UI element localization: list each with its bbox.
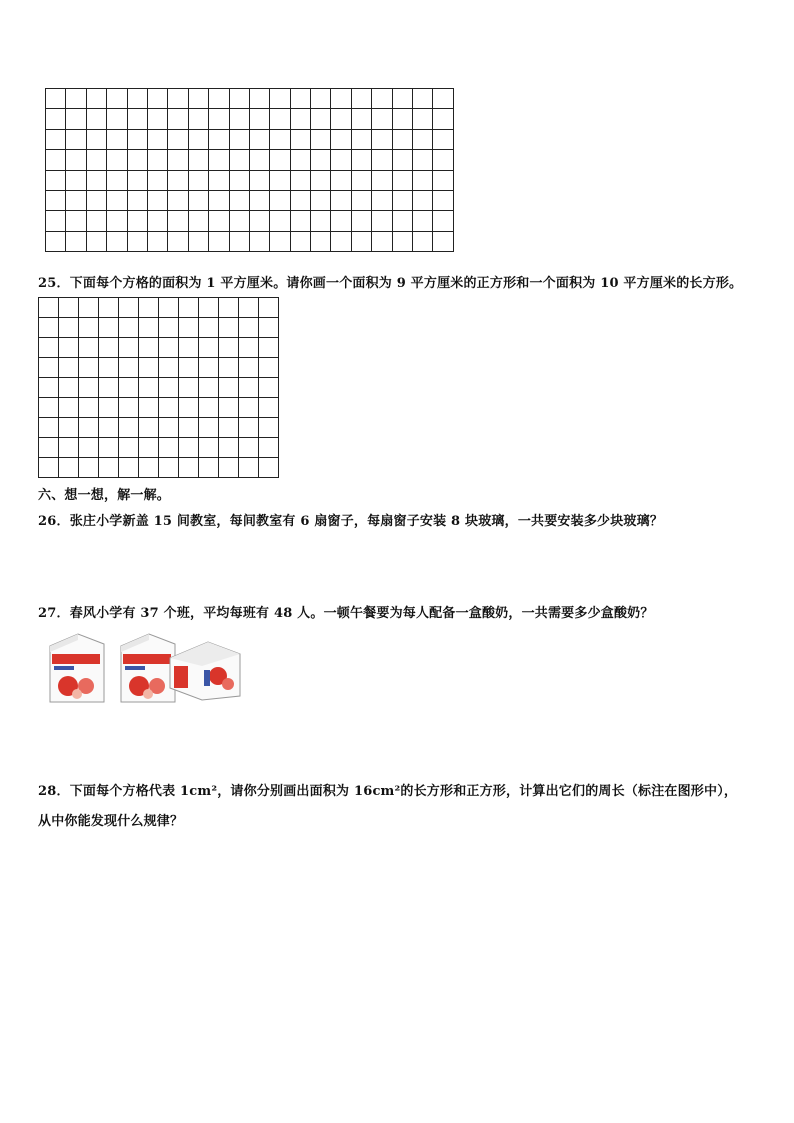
grid-cell [351, 211, 371, 231]
grid-cell [179, 398, 199, 418]
grid-cell [433, 109, 453, 129]
grid-cell [168, 109, 188, 129]
grid-cell [372, 190, 392, 210]
grid-cell [229, 231, 249, 251]
grid-cell [351, 109, 371, 129]
grid-cell [127, 129, 147, 149]
grid-cell [59, 378, 79, 398]
grid-cell [107, 170, 127, 190]
grid-cell [199, 338, 219, 358]
grid-cell [433, 150, 453, 170]
grid-cell [79, 298, 99, 318]
grid-cell [188, 211, 208, 231]
grid-cell [372, 231, 392, 251]
grid-cell [188, 231, 208, 251]
grid-cell [413, 211, 433, 231]
grid-cell [86, 89, 106, 109]
grid-cell [229, 170, 249, 190]
grid-cell [239, 378, 259, 398]
grid-cell [179, 318, 199, 338]
grid-cell [259, 398, 279, 418]
grid-cell [331, 109, 351, 129]
grid-cell [219, 398, 239, 418]
grid-cell [99, 418, 119, 438]
grid-cell [107, 231, 127, 251]
grid-cell [239, 338, 259, 358]
grid-cell [433, 170, 453, 190]
grid-cell [119, 358, 139, 378]
grid-cell [168, 129, 188, 149]
grid-cell [290, 190, 310, 210]
grid-cell [147, 109, 167, 129]
grid-cell [392, 109, 412, 129]
grid-cell [46, 109, 66, 129]
grid-cell [351, 129, 371, 149]
grid-cell [46, 190, 66, 210]
grid-cell [259, 418, 279, 438]
grid-cell [219, 418, 239, 438]
grid-cell [107, 190, 127, 210]
grid-cell [159, 338, 179, 358]
grid-cell [199, 458, 219, 478]
grid-cell [209, 89, 229, 109]
grid-cell [199, 418, 219, 438]
grid-cell [86, 129, 106, 149]
grid-cell [199, 358, 219, 378]
question-26: 26．张庄小学新盖 15 间教室，每间教室有 6 扇窗子，每扇窗子安装 8 块玻璃，一共要安装多少块玻璃？ [38, 514, 664, 529]
grid-cell [392, 89, 412, 109]
grid-cell [119, 318, 139, 338]
grid-cell [229, 89, 249, 109]
grid-cell [39, 438, 59, 458]
grid-cell [209, 190, 229, 210]
grid-cell [179, 358, 199, 378]
grid-cell [188, 190, 208, 210]
grid-cell [249, 190, 269, 210]
grid-cell [139, 378, 159, 398]
grid-cell [39, 378, 59, 398]
grid-cell [188, 170, 208, 190]
grid-cell [99, 338, 119, 358]
grid-cell [270, 109, 290, 129]
grid-cell [433, 231, 453, 251]
grid-cell [79, 438, 99, 458]
grid-cell [239, 298, 259, 318]
grid-cell [413, 89, 433, 109]
grid-cell [59, 318, 79, 338]
grid-cell [290, 211, 310, 231]
grid-cell [249, 170, 269, 190]
grid-bottom [38, 297, 279, 478]
question-25: 25．下面每个方格的面积为 1 平方厘米。请你画一个面积为 9 平方厘米的正方形和一个面积为 10 平方厘米的长方形。 [38, 276, 743, 291]
grid-cell [331, 231, 351, 251]
grid-cell [86, 170, 106, 190]
grid-cell [290, 89, 310, 109]
grid-cell [239, 458, 259, 478]
grid-cell [351, 89, 371, 109]
grid-cell [229, 190, 249, 210]
grid-cell [331, 89, 351, 109]
grid-cell [179, 458, 199, 478]
grid-cell [331, 211, 351, 231]
grid-cell [229, 129, 249, 149]
grid-cell [311, 109, 331, 129]
grid-cell [413, 129, 433, 149]
grid-cell [239, 418, 259, 438]
grid-cell [270, 231, 290, 251]
grid-cell [139, 358, 159, 378]
grid-cell [59, 438, 79, 458]
grid-cell [331, 150, 351, 170]
grid-cell [179, 438, 199, 458]
grid-cell [270, 211, 290, 231]
grid-cell [66, 109, 86, 129]
grid-cell [229, 109, 249, 129]
grid-cell [79, 338, 99, 358]
grid-cell [159, 358, 179, 378]
grid-cell [39, 298, 59, 318]
grid-cell [270, 190, 290, 210]
grid-top [45, 88, 454, 252]
grid-cell [46, 170, 66, 190]
grid-cell [159, 378, 179, 398]
grid-cell [209, 211, 229, 231]
grid-cell [147, 211, 167, 231]
grid-cell [66, 150, 86, 170]
grid-cell [168, 170, 188, 190]
grid-cell [311, 190, 331, 210]
grid-cell [311, 170, 331, 190]
yogurt-carton-image [44, 632, 110, 704]
grid-cell [249, 109, 269, 129]
grid-cell [372, 211, 392, 231]
grid-cell [199, 438, 219, 458]
grid-cell [99, 378, 119, 398]
grid-cell [39, 318, 59, 338]
yogurt-carton-lying-image [168, 636, 242, 702]
grid-cell [219, 378, 239, 398]
grid-cell [290, 170, 310, 190]
grid-cell [99, 298, 119, 318]
grid-cell [331, 170, 351, 190]
grid-cell [433, 129, 453, 149]
grid-cell [159, 458, 179, 478]
grid-cell [46, 129, 66, 149]
grid-cell [139, 318, 159, 338]
grid-cell [99, 438, 119, 458]
grid-cell [59, 418, 79, 438]
grid-cell [209, 231, 229, 251]
grid-cell [179, 298, 199, 318]
grid-cell [290, 129, 310, 149]
section-heading: 六、想一想，解一解。 [38, 488, 171, 503]
grid-cell [107, 89, 127, 109]
grid-cell [39, 358, 59, 378]
grid-cell [86, 109, 106, 129]
grid-cell [188, 150, 208, 170]
grid-cell [209, 129, 229, 149]
grid-cell [249, 150, 269, 170]
grid-cell [270, 150, 290, 170]
grid-cell [139, 438, 159, 458]
grid-cell [239, 318, 259, 338]
grid-cell [259, 298, 279, 318]
grid-cell [219, 298, 239, 318]
grid-cell [311, 89, 331, 109]
grid-cell [311, 129, 331, 149]
grid-cell [127, 211, 147, 231]
grid-cell [209, 150, 229, 170]
grid-cell [392, 231, 412, 251]
grid-cell [219, 338, 239, 358]
grid-cell [188, 89, 208, 109]
grid-cell [311, 150, 331, 170]
question-28-line1: 28．下面每个方格代表 1cm²，请你分别画出面积为 16cm²的长方形和正方形，计算出它们的周长（标注在图形中）， [38, 784, 738, 799]
grid-cell [239, 398, 259, 418]
grid-cell [259, 378, 279, 398]
grid-cell [433, 190, 453, 210]
grid-cell [229, 150, 249, 170]
grid-cell [219, 318, 239, 338]
grid-cell [119, 338, 139, 358]
grid-cell [86, 211, 106, 231]
grid-cell [249, 231, 269, 251]
grid-cell [311, 211, 331, 231]
grid-cell [372, 150, 392, 170]
grid-cell [39, 418, 59, 438]
grid-cell [79, 458, 99, 478]
grid-cell [249, 89, 269, 109]
grid-cell [46, 89, 66, 109]
grid-cell [351, 190, 371, 210]
grid-cell [79, 378, 99, 398]
grid-cell [159, 418, 179, 438]
grid-cell [66, 190, 86, 210]
grid-cell [107, 150, 127, 170]
grid-cell [199, 298, 219, 318]
grid-cell [159, 298, 179, 318]
grid-cell [119, 398, 139, 418]
grid-cell [147, 89, 167, 109]
grid-cell [59, 358, 79, 378]
grid-cell [413, 231, 433, 251]
grid-cell [139, 298, 159, 318]
grid-cell [139, 418, 159, 438]
grid-cell [79, 358, 99, 378]
grid-cell [199, 378, 219, 398]
grid-cell [46, 150, 66, 170]
grid-cell [79, 398, 99, 418]
grid-cell [99, 398, 119, 418]
grid-cell [66, 170, 86, 190]
grid-cell [372, 109, 392, 129]
grid-cell [139, 338, 159, 358]
grid-cell [259, 438, 279, 458]
grid-cell [99, 358, 119, 378]
grid-cell [219, 358, 239, 378]
grid-cell [66, 211, 86, 231]
grid-cell [188, 109, 208, 129]
grid-cell [351, 231, 371, 251]
grid-cell [209, 170, 229, 190]
grid-cell [168, 150, 188, 170]
grid-cell [119, 298, 139, 318]
question-27: 27．春风小学有 37 个班，平均每班有 48 人。一顿午餐要为每人配备一盒酸奶，一共需要多少盒酸奶？ [38, 606, 654, 621]
grid-cell [433, 211, 453, 231]
grid-cell [127, 190, 147, 210]
grid-cell [351, 150, 371, 170]
grid-cell [86, 150, 106, 170]
grid-cell [46, 211, 66, 231]
grid-cell [168, 190, 188, 210]
grid-cell [159, 438, 179, 458]
grid-cell [107, 129, 127, 149]
grid-cell [99, 458, 119, 478]
grid-cell [239, 358, 259, 378]
grid-cell [311, 231, 331, 251]
grid-cell [372, 170, 392, 190]
grid-cell [147, 129, 167, 149]
grid-cell [79, 418, 99, 438]
grid-cell [66, 89, 86, 109]
grid-cell [199, 318, 219, 338]
grid-cell [147, 190, 167, 210]
grid-cell [413, 109, 433, 129]
grid-cell [119, 378, 139, 398]
grid-cell [290, 231, 310, 251]
grid-cell [270, 89, 290, 109]
grid-cell [99, 318, 119, 338]
grid-cell [147, 170, 167, 190]
grid-cell [127, 170, 147, 190]
grid-cell [168, 89, 188, 109]
grid-cell [86, 190, 106, 210]
grid-cell [59, 458, 79, 478]
grid-cell [290, 150, 310, 170]
grid-cell [413, 170, 433, 190]
grid-cell [249, 129, 269, 149]
grid-cell [188, 129, 208, 149]
grid-cell [179, 338, 199, 358]
grid-cell [168, 211, 188, 231]
grid-cell [270, 170, 290, 190]
grid-cell [179, 418, 199, 438]
grid-cell [239, 438, 259, 458]
grid-cell [392, 190, 412, 210]
grid-cell [127, 109, 147, 129]
grid-cell [59, 338, 79, 358]
grid-cell [86, 231, 106, 251]
grid-cell [392, 150, 412, 170]
grid-cell [66, 129, 86, 149]
grid-cell [392, 170, 412, 190]
grid-cell [39, 338, 59, 358]
grid-cell [127, 150, 147, 170]
grid-cell [39, 398, 59, 418]
grid-cell [219, 458, 239, 478]
grid-cell [290, 109, 310, 129]
grid-cell [147, 231, 167, 251]
grid-cell [127, 231, 147, 251]
grid-cell [351, 170, 371, 190]
grid-cell [168, 231, 188, 251]
grid-cell [139, 458, 159, 478]
grid-cell [372, 129, 392, 149]
grid-cell [392, 211, 412, 231]
grid-cell [159, 398, 179, 418]
grid-cell [413, 190, 433, 210]
grid-cell [331, 190, 351, 210]
grid-cell [331, 129, 351, 149]
grid-cell [372, 89, 392, 109]
grid-cell [46, 231, 66, 251]
grid-cell [179, 378, 199, 398]
grid-cell [139, 398, 159, 418]
grid-cell [259, 358, 279, 378]
grid-cell [413, 150, 433, 170]
grid-cell [259, 458, 279, 478]
grid-cell [219, 438, 239, 458]
grid-cell [119, 458, 139, 478]
grid-cell [107, 109, 127, 129]
grid-cell [79, 318, 99, 338]
grid-cell [127, 89, 147, 109]
grid-cell [66, 231, 86, 251]
grid-cell [249, 211, 269, 231]
grid-cell [59, 298, 79, 318]
grid-cell [392, 129, 412, 149]
grid-cell [433, 89, 453, 109]
grid-cell [199, 398, 219, 418]
grid-cell [209, 109, 229, 129]
grid-cell [259, 338, 279, 358]
question-28-line2: 从中你能发现什么规律？ [38, 814, 184, 829]
grid-cell [259, 318, 279, 338]
grid-cell [119, 418, 139, 438]
grid-cell [270, 129, 290, 149]
grid-cell [39, 458, 59, 478]
grid-cell [159, 318, 179, 338]
grid-cell [59, 398, 79, 418]
grid-cell [107, 211, 127, 231]
grid-cell [147, 150, 167, 170]
grid-cell [229, 211, 249, 231]
grid-cell [119, 438, 139, 458]
